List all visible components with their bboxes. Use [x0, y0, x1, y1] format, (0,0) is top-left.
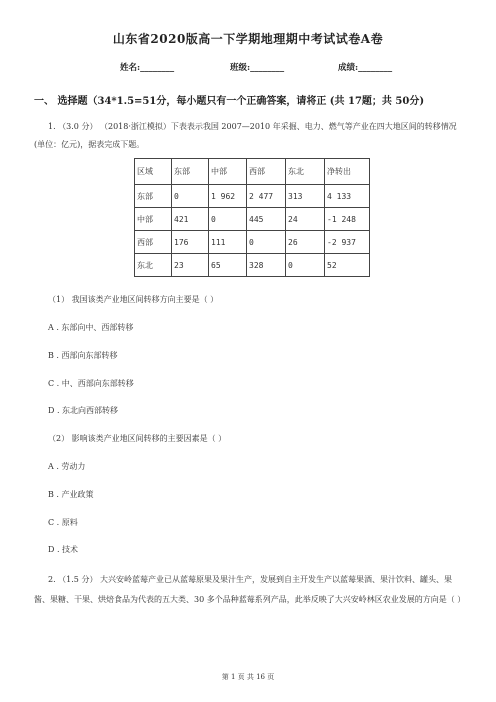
sub-question-2: （2） 影响该类产业地区间转移的主要因素是（ ） [48, 434, 227, 443]
score-field: 成绩:________ [338, 63, 393, 73]
page-footer: 第 1 页 共 16 页 [221, 673, 275, 681]
table-cell: 24 [286, 208, 325, 231]
table-cell: 西部 [247, 159, 286, 185]
table-cell: 东北 [286, 159, 325, 185]
table-row [135, 185, 370, 208]
table-row [135, 254, 370, 277]
table-cell: -1 248 [325, 208, 370, 231]
table-cell: 中部 [135, 208, 172, 231]
option-a: A . 劳动力 [48, 462, 86, 471]
table-cell: 26 [286, 231, 325, 254]
table-cell: 23 [172, 254, 209, 277]
table-cell: 421 [172, 208, 209, 231]
table-cell: 111 [209, 231, 247, 254]
table-header-row [135, 159, 370, 185]
option-c: C . 中、西部向东部转移 [48, 379, 134, 388]
sub-question-1: （1） 我国该类产业地区间转移方向主要是（ ） [48, 295, 219, 304]
table-cell: 52 [325, 254, 370, 277]
option-c: C . 原料 [48, 518, 78, 527]
table-cell: 东北 [135, 254, 172, 277]
option-b: B . 西部向东部转移 [48, 351, 118, 360]
table-cell: 313 [286, 185, 325, 208]
table-cell: 4 133 [325, 185, 370, 208]
option-d: D . 东北向西部转移 [48, 406, 119, 415]
table-cell: 西部 [135, 231, 172, 254]
table-cell: 0 [209, 208, 247, 231]
table-row [135, 208, 370, 231]
data-table [134, 158, 370, 277]
option-d: D . 技术 [48, 545, 79, 554]
option-b: B . 产业政策 [48, 490, 94, 499]
table-cell: 东部 [172, 159, 209, 185]
section-heading: 一、 选择题（34*1.5=51分，每小题只有一个正确答案，请将正 (共 17题；共 50分) [34, 96, 425, 107]
name-field: 姓名:________ [120, 63, 175, 73]
question-2-stem: 2. （1.5 分） 大兴安岭蓝莓产业已从蓝莓原果及果汁生产，发展到自主开发生产以蓝莓果酒、果汁饮料、罐头、果酱、果糖、干果、烘焙食品为代表的五大类、30 多个品种蓝莓系列产品，此举反映了大兴安岭林区农业发展的方向是（ ） [34, 575, 466, 604]
table-row [135, 231, 370, 254]
page-title: 山东省2020版高一下学期地理期中考试试卷A卷 [112, 32, 384, 46]
table-cell: 2 477 [247, 185, 286, 208]
table-cell: 328 [247, 254, 286, 277]
table-cell: 1 962 [209, 185, 247, 208]
table-cell: 东部 [135, 185, 172, 208]
table-cell: 0 [172, 185, 209, 208]
table-cell: 0 [286, 254, 325, 277]
class-field: 班级:________ [230, 63, 285, 73]
table-cell: 区域 [135, 159, 172, 185]
table-cell: 445 [247, 208, 286, 231]
table-cell: 176 [172, 231, 209, 254]
option-a: A . 东部向中、西部转移 [48, 323, 134, 332]
table-cell: -2 937 [325, 231, 370, 254]
table-cell: 65 [209, 254, 247, 277]
table-cell: 0 [247, 231, 286, 254]
question-1-stem: 1. （3.0 分） （2018·浙江模拟）下表表示我国 2007—2010 年采掘、电力、燃气等产业在四大地区间的转移情况(单位：亿元)，据表完成下题。 [34, 122, 457, 149]
table-cell: 中部 [209, 159, 247, 185]
table-cell: 净转出 [325, 159, 370, 185]
